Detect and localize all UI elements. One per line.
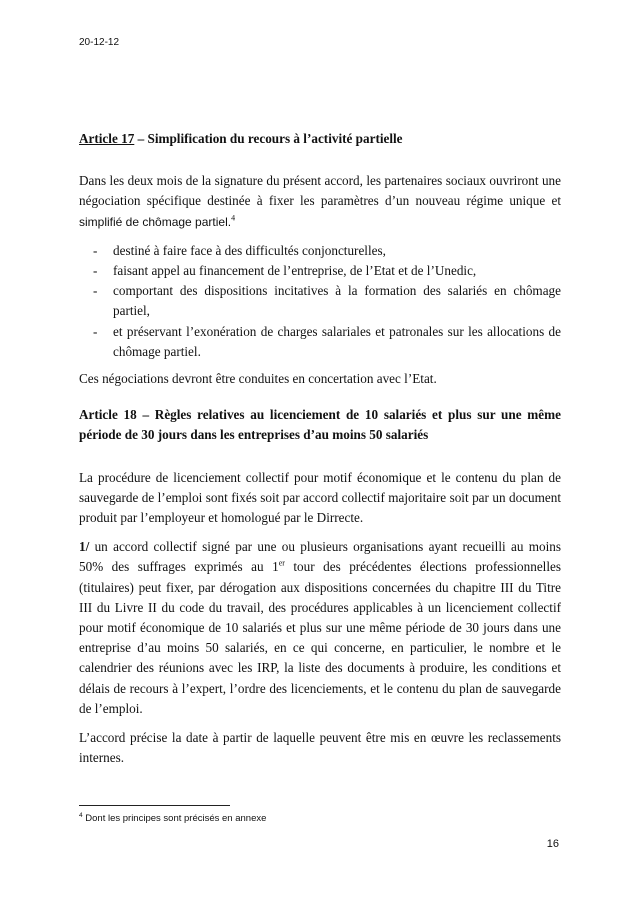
article-17-list (79, 241, 561, 362)
list-item: - destiné à faire face à des difficultés conjoncturelles, (79, 241, 561, 261)
ordinal-superscript: er (278, 559, 285, 569)
document-body (79, 129, 561, 777)
article-17-number: Article 17 (79, 131, 135, 146)
footnote-reference: 4 (231, 213, 236, 223)
header-date: 20-12-12 (79, 37, 120, 48)
footnote-divider (79, 805, 230, 806)
article-18-paragraph-3: L’accord précise la date à partir de laquelle peuvent être mis en œuvre les reclassements internes. (79, 730, 561, 766)
article-18-title: Article 18 – Règles relatives au licenciement de 10 salariés et plus sur une même période de 30 jours dans les entreprises d’au moins 50 salariés (79, 407, 561, 443)
paragraph-2-text-b: tour des précédentes élections professionnelles (titulaires) peut fixer, par dérogation aux dispositions concernées du chapitre III du Titre III du Livre II du code du travail, des procédures applicables à un licenciement collectif pour motif économique de 10 salariés et plus sur une même période de 30 jours dans une entreprise d’au moins 50 salariés, en ce qui concerne, en particulier, le nombre et le calendrier des réunions avec les IRP, la liste des documents à produire, les conditions et délais de recours à l’expert, l’ordre des licenciements, et le contenu du plan de sauvegarde de l’emploi. (79, 559, 561, 716)
article-17-heading: – Simplification du recours à l’activité partielle (134, 131, 403, 146)
footnote-number: 4 (79, 811, 83, 819)
list-item: - faisant appel au financement de l’entreprise, de l’Etat et de l’Unedic, (79, 261, 561, 281)
page-number: 16 (546, 838, 559, 850)
article-17-intro-text: Dans les deux mois de la signature du présent accord, les partenaires sociaux ouvriront une négociation spécifique destinée à fixer les paramètres d’un nouveau régime unique et (79, 173, 561, 209)
article-18-paragraph-1: La procédure de licenciement collectif pour motif économique et le contenu du plan de sauvegarde de l’emploi sont fixés soit par accord collectif majoritaire soit par un document produit par l’employeur et homologué par le Dirrecte. (79, 469, 561, 526)
article-18-paragraph-2 (79, 537, 561, 719)
article-17-closing: Ces négociations devront être conduites en concertation avec l’Etat. (79, 371, 437, 387)
footnote (79, 813, 266, 824)
article-17-title (79, 129, 561, 149)
article-17-intro-tail: simplifié de chômage partiel. (79, 214, 232, 229)
article-17-intro (79, 171, 561, 232)
paragraph-marker: 1/ (79, 539, 90, 555)
list-item: - et préservant l’exonération de charges salariales et patronales sur les allocations de chômage partiel. (79, 322, 561, 362)
footnote-text: Dont les principes sont précisés en annexe (82, 813, 267, 824)
list-item: - comportant des dispositions incitatives à la formation des salariés en chômage partiel, (79, 281, 561, 321)
paragraph-2-text-a: un accord collectif signé par une ou plusieurs organisations ayant recueilli au moins 50% des suffrages exprimés au 1 (79, 539, 561, 575)
